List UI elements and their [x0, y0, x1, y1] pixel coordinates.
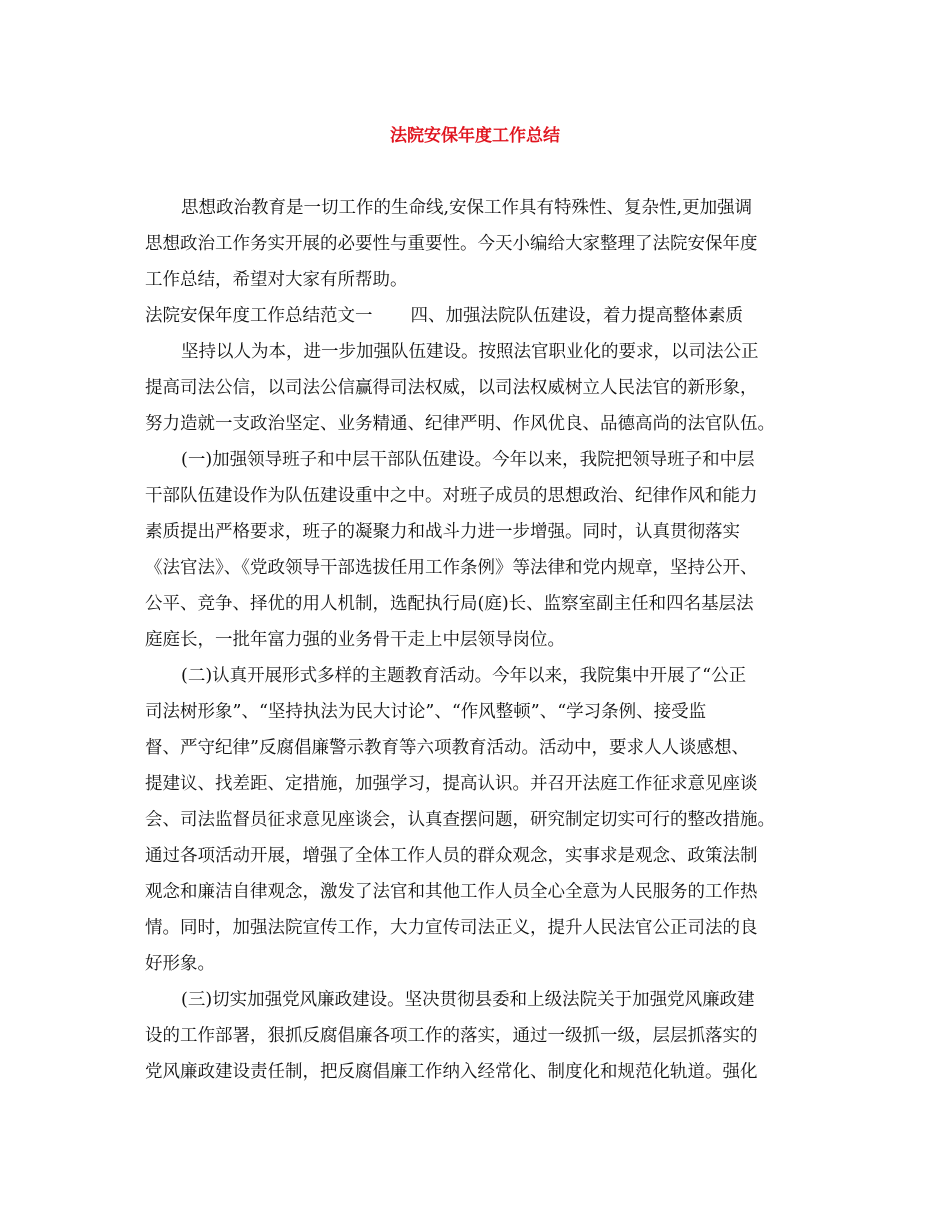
section-heading: 法院安保年度工作总结范文一: [145, 306, 373, 326]
text-line: 好形象。: [145, 954, 215, 974]
text-line: (一)加强领导班子和中层干部队伍建设。今年以来，我院把领导班子和中层: [181, 450, 755, 470]
text-line: 设的工作部署，狠抓反腐倡廉各项工作的落实，通过一级抓一级，层层抓落实的: [145, 1026, 758, 1046]
text-line: (二)认真开展形式多样的主题教育活动。今年以来，我院集中开展了“公正: [181, 666, 747, 686]
text-line: 情。同时，加强法院宣传工作，大力宣传司法正义，提升人民法官公正司法的良: [145, 918, 758, 938]
text-line: 司法树形象”、“坚持执法为民大讨论”、“作风整顿”、“学习条例、接受监: [145, 702, 707, 722]
heading-line: [145, 298, 810, 334]
document-body: [145, 190, 810, 1090]
text-line: 干部队伍建设作为队伍建设重中之中。对班子成员的思想政治、纪律作风和能力: [145, 486, 758, 506]
text-line: 坚持以人为本，进一步加强队伍建设。按照法官职业化的要求，以司法公正: [181, 342, 759, 362]
text-line: 观念和廉洁自律观念，激发了法官和其他工作人员全心全意为人民服务的工作热: [145, 882, 758, 902]
text-line: (三)切实加强党风廉政建设。坚决贯彻县委和上级法院关于加强党风廉政建: [181, 990, 755, 1010]
text-line: 素质提出严格要求，班子的凝聚力和战斗力进一步增强。同时，认真贯彻落实: [145, 522, 740, 542]
text-line: 努力造就一支政治坚定、业务精通、纪律严明、作风优良、品德高尚的法官队伍。: [145, 414, 775, 434]
subsection-heading: 四、加强法院队伍建设，着力提高整体素质: [410, 306, 743, 326]
text-line: 提高司法公信，以司法公信赢得司法权威，以司法权威树立人民法官的新形象，: [145, 378, 758, 398]
text-line: 思想政治教育是一切工作的生命线,安保工作具有特殊性、复杂性,更加强调: [181, 198, 753, 218]
text-line: 庭庭长，一批年富力强的业务骨干走上中层领导岗位。: [145, 630, 565, 650]
text-line: 《法官法》、《党政领导干部选拔任用工作条例》等法律和党内规章，坚持公开、: [145, 558, 758, 578]
text-line: 会、司法监督员征求意见座谈会，认真查摆问题，研究制定切实可行的整改措施。: [145, 810, 775, 830]
text-line: 党风廉政建设责任制，把反腐倡廉工作纳入经常化、制度化和规范化轨道。强化: [145, 1062, 758, 1082]
text-line: 督、严守纪律”反腐倡廉警示教育等六项教育活动。活动中，要求人人谈感想、: [145, 738, 749, 758]
text-line: 通过各项活动开展，增强了全体工作人员的群众观念，实事求是观念、政策法制: [145, 846, 758, 866]
text-line: 提建议、找差距、定措施，加强学习，提高认识。并召开法庭工作征求意见座谈: [145, 774, 758, 794]
document-title: 法院安保年度工作总结: [390, 126, 560, 146]
text-line: 思想政治工作务实开展的必要性与重要性。今天小编给大家整理了法院安保年度: [145, 234, 758, 254]
text-line: 公平、竞争、择优的用人机制，选配执行局(庭)长、监察室副主任和四名基层法: [145, 594, 754, 614]
text-line: 工作总结，希望对大家有所帮助。: [145, 270, 408, 290]
